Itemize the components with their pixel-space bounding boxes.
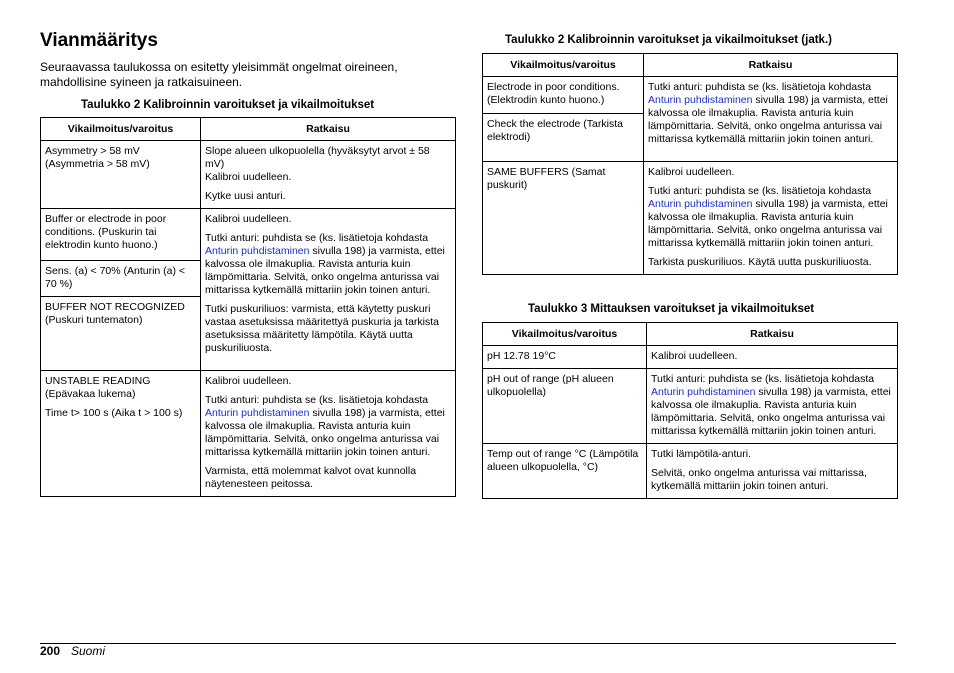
solution-text: Tutki anturi: puhdista se (ks. lisätietoja kohdasta Anturin puhdistaminen sivulla 198) ja varmista, ettei kalvossa ole ilmakuplia. Ravista anturia kuin lämpömittaria. Selvitä, onko ongelma anturissa vai mittarissa kytkemällä mittariin jokin toinen anturi.	[205, 232, 445, 296]
solution-cell	[647, 346, 898, 369]
solution-cell	[647, 444, 898, 499]
table-header-row	[41, 118, 456, 141]
table-row	[483, 346, 898, 369]
error-text: BUFFER NOT RECOGNIZED (Puskuri tuntematon)	[45, 301, 185, 326]
error-cell	[41, 141, 201, 209]
table1	[40, 117, 456, 497]
solution-text: Tutki anturi: puhdista se (ks. lisätietoja kohdasta Anturin puhdistaminen sivulla 198) ja varmista, ettei kalvossa ole ilmakuplia. Ravista anturia kuin lämpömittaria. Selvitä, onko ongelma anturissa vai mittarissa kytkemällä mittariin jokin toinen anturi.	[648, 185, 888, 249]
error-cell	[483, 444, 647, 499]
solution-cell	[647, 369, 898, 444]
error-text-block	[41, 209, 200, 260]
error-cell	[483, 346, 647, 369]
error-text: pH out of range (pH alueen ulkopuolella)	[487, 373, 614, 398]
solution-text: Tarkista puskuriliuos. Käytä uutta puskuriliuosta.	[648, 256, 872, 268]
solution-cell	[644, 162, 898, 275]
table3	[482, 322, 898, 499]
cross-reference-link[interactable]: Anturin puhdistaminen	[651, 386, 756, 398]
solution-text: Tutki anturi: puhdista se (ks. lisätietoja kohdasta Anturin puhdistaminen sivulla 198) ja varmista, ettei kalvossa ole ilmakuplia. Ravista anturia kuin lämpömittaria. Selvitä, onko ongelma anturissa vai mittarissa kytkemällä mittariin jokin toinen anturi.	[648, 81, 888, 145]
col-header-error: Vikailmoitus/varoitus	[483, 323, 647, 346]
table-row	[41, 141, 456, 209]
cross-reference-link[interactable]: Anturin puhdistaminen	[648, 94, 753, 106]
solution-text: Tutki anturi: puhdista se (ks. lisätietoja kohdasta Anturin puhdistaminen sivulla 198) ja varmista, ettei kalvossa ole ilmakuplia. Ravista anturia kuin lämpömittaria. Selvitä, onko ongelma anturissa vai mittarissa kytkemällä mittariin jokin toinen anturi.	[651, 373, 891, 437]
solution-text: Kalibroi uudelleen.	[648, 166, 735, 178]
table2-caption: Taulukko 2 Kalibroinnin varoitukset ja vikailmoitukset (jatk.)	[505, 34, 832, 46]
error-text: Electrode in poor conditions. (Elektrodin kunto huono.)	[487, 81, 620, 106]
error-text: Buffer or electrode in poor conditions. (Puskurin tai elektrodin kunto huono.)	[45, 213, 167, 251]
table2	[482, 53, 898, 275]
error-text: Check the electrode (Tarkista elektrodi)	[487, 118, 623, 143]
solution-cell	[201, 371, 456, 497]
solution-text: Kalibroi uudelleen.	[205, 213, 292, 225]
table-row	[483, 444, 898, 499]
footer-language: Suomi	[71, 644, 106, 658]
error-text: pH 12.78 19°C	[487, 350, 556, 362]
error-text: UNSTABLE READING (Epävakaa lukema)	[45, 375, 151, 400]
error-text-block	[41, 296, 200, 370]
solution-text: Varmista, että molemmat kalvot ovat kunnolla näytenesteen peitossa.	[205, 465, 417, 490]
solution-text: Selvitä, onko ongelma anturissa vai mittarissa, kytkemällä mittariin jokin toinen anturi.	[651, 467, 867, 492]
error-text: Sens. (a) < 70% (Anturin (a) < 70 %)	[45, 265, 186, 290]
solution-cell	[201, 209, 456, 371]
solution-text: Tutki anturi: puhdista se (ks. lisätietoja kohdasta Anturin puhdistaminen sivulla 198) ja varmista, ettei kalvossa ole ilmakuplia. Ravista anturia kuin lämpömittaria. Selvitä, onko ongelma anturissa vai mittarissa kytkemällä mittariin jokin toinen anturi.	[205, 394, 445, 458]
solution-cell	[644, 77, 898, 162]
solution-text: Kalibroi uudelleen.	[205, 375, 292, 387]
error-cell	[483, 369, 647, 444]
table-row	[483, 162, 898, 275]
table-row	[41, 209, 456, 371]
col-header-solution: Ratkaisu	[647, 323, 898, 346]
cross-reference-link[interactable]: Anturin puhdistaminen	[205, 245, 310, 257]
intro-text: Seuraavassa taulukossa on esitetty yleisimmät ongelmat oireineen, mahdollisine syineen ja ratkaisuineen.	[40, 60, 398, 89]
table3-caption: Taulukko 3 Mittauksen varoitukset ja vikailmoitukset	[528, 303, 815, 315]
table-row	[41, 371, 456, 497]
table-row	[483, 77, 898, 162]
footer-divider	[40, 643, 896, 644]
solution-cell	[201, 141, 456, 209]
solution-text: Tutki lämpötila-anturi.	[651, 448, 751, 460]
page-title: Vianmääritys	[40, 30, 158, 51]
col-header-solution: Ratkaisu	[201, 118, 456, 141]
page-number: 200	[40, 644, 61, 658]
solution-text: Tutki puskuriliuos: varmista, että käytetty puskuri vastaa asetuksissa määritettyä puskuria ja tarkista asetuksissa määritetty lämpötila. Käytä uutta puskuriliuosta.	[205, 303, 440, 354]
col-header-error: Vikailmoitus/varoitus	[483, 54, 644, 77]
cross-reference-link[interactable]: Anturin puhdistaminen	[205, 407, 310, 419]
col-header-error: Vikailmoitus/varoitus	[41, 118, 201, 141]
error-text-block	[483, 77, 643, 113]
table-header-row	[483, 54, 898, 77]
error-cell	[483, 162, 644, 275]
solution-text: Kalibroi uudelleen.	[205, 171, 292, 183]
solution-text: Kytke uusi anturi.	[205, 190, 286, 202]
solution-text: Kalibroi uudelleen.	[651, 350, 738, 362]
cross-reference-link[interactable]: Anturin puhdistaminen	[648, 198, 753, 210]
error-text-block	[41, 260, 200, 296]
error-text: Time t> 100 s (Aika t > 100 s)	[45, 407, 183, 419]
error-text: Temp out of range °C (Lämpötila alueen ulkopuolella, °C)	[487, 448, 639, 473]
error-cell	[41, 209, 201, 371]
error-text: Asymmetry > 58 mV (Asymmetria > 58 mV)	[45, 145, 150, 170]
table-row	[483, 369, 898, 444]
error-cell	[483, 77, 644, 162]
table-header-row	[483, 323, 898, 346]
table1-caption: Taulukko 2 Kalibroinnin varoitukset ja vikailmoitukset	[81, 99, 375, 111]
error-text-block	[483, 113, 643, 161]
error-text: SAME BUFFERS (Samat puskurit)	[487, 166, 606, 191]
col-header-solution: Ratkaisu	[644, 54, 898, 77]
solution-text: Slope alueen ulkopuolella (hyväksytyt arvot ± 58 mV)	[205, 145, 430, 170]
error-cell	[41, 371, 201, 497]
